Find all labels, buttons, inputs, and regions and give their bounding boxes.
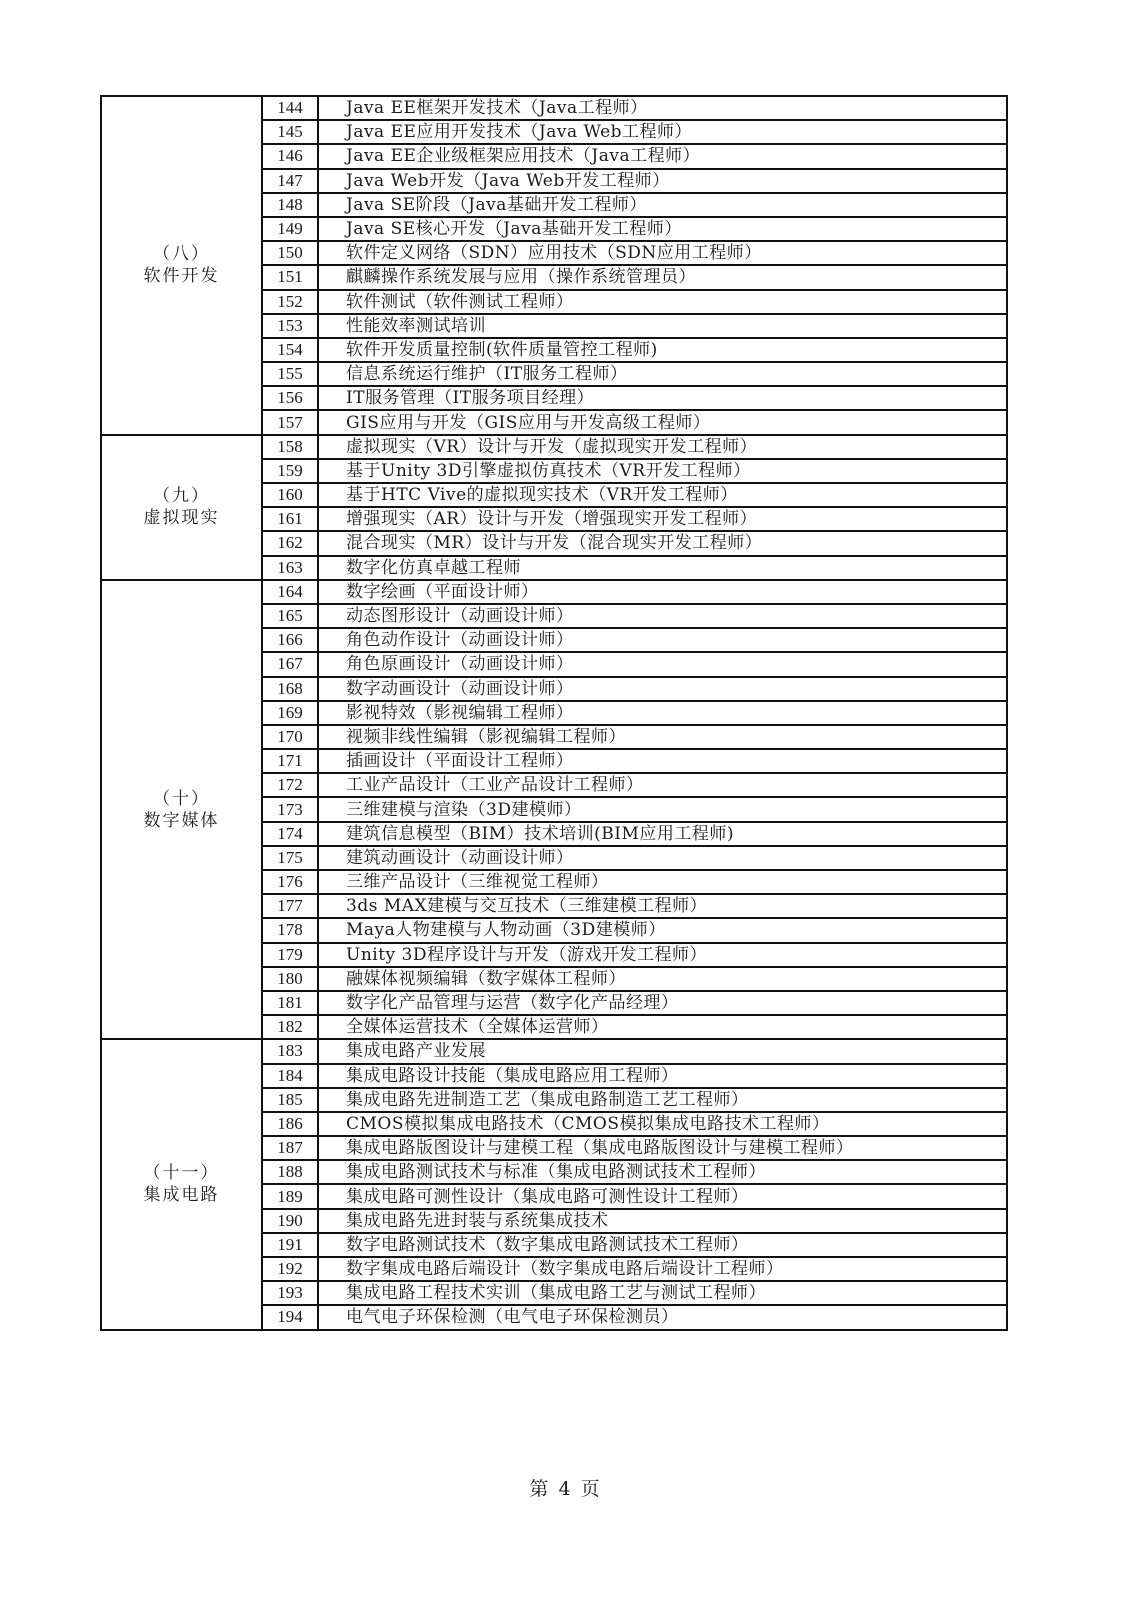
course-name: IT服务管理（IT服务项目经理） [318,386,1007,410]
course-name: 三维产品设计（三维视觉工程师） [318,870,1007,894]
course-number: 176 [262,870,318,894]
category-label: 集成电路 [143,1185,220,1206]
category-cell [101,580,262,1040]
course-number: 152 [262,290,318,314]
course-number: 151 [262,265,318,289]
course-name: 麒麟操作系统发展与应用（操作系统管理员） [318,265,1007,289]
course-name: CMOS模拟集成电路技术（CMOS模拟集成电路技术工程师） [318,1112,1007,1136]
course-number: 160 [262,483,318,507]
course-name: GIS应用与开发（GIS应用与开发高级工程师） [318,410,1007,434]
table-body [101,96,1007,1330]
course-number: 175 [262,846,318,870]
course-name: Maya人物建模与人物动画（3D建模师） [318,918,1007,942]
course-name: 三维建模与渲染（3D建模师） [318,797,1007,821]
course-name: 角色原画设计（动画设计师） [318,652,1007,676]
course-name: 基于Unity 3D引擎虚拟仿真技术（VR开发工程师） [318,459,1007,483]
course-number: 149 [262,217,318,241]
course-number: 185 [262,1088,318,1112]
course-number: 178 [262,918,318,942]
table-row [101,1039,1007,1063]
course-number: 153 [262,314,318,338]
course-name: 数字化产品管理与运营（数字化产品经理） [318,991,1007,1015]
course-name: Java SE阶段（Java基础开发工程师） [318,193,1007,217]
course-name: 数字电路测试技术（数字集成电路测试技术工程师） [318,1233,1007,1257]
course-name: 数字集成电路后端设计（数字集成电路后端设计工程师） [318,1257,1007,1281]
course-number: 170 [262,725,318,749]
course-name: 虚拟现实（VR）设计与开发（虚拟现实开发工程师） [318,435,1007,459]
table-row [101,435,1007,459]
category-label: 数字媒体 [143,810,220,831]
table-row [101,580,1007,604]
course-number: 173 [262,797,318,821]
page-number: 第 4 页 [529,1478,602,1500]
course-table [100,95,1008,1331]
course-number: 177 [262,894,318,918]
course-name: 信息系统运行维护（IT服务工程师） [318,362,1007,386]
course-number: 167 [262,652,318,676]
course-name: 建筑动画设计（动画设计师） [318,846,1007,870]
course-number: 179 [262,943,318,967]
course-name: 混合现实（MR）设计与开发（混合现实开发工程师） [318,531,1007,555]
course-number: 157 [262,410,318,434]
course-name: Java EE企业级框架应用技术（Java工程师） [318,144,1007,168]
course-number: 172 [262,773,318,797]
course-name: 工业产品设计（工业产品设计工程师） [318,773,1007,797]
course-number: 150 [262,241,318,265]
course-number: 191 [262,1233,318,1257]
course-number: 144 [262,96,318,120]
course-name: 数字化仿真卓越工程师 [318,556,1007,580]
course-name: 集成电路可测性设计（集成电路可测性设计工程师） [318,1184,1007,1208]
course-number: 189 [262,1184,318,1208]
course-name: 集成电路工程技术实训（集成电路工艺与测试工程师） [318,1281,1007,1305]
course-number: 161 [262,507,318,531]
course-name: 软件开发质量控制(软件质量管控工程师) [318,338,1007,362]
course-number: 194 [262,1305,318,1329]
course-number: 174 [262,822,318,846]
course-number: 192 [262,1257,318,1281]
course-name: 3ds MAX建模与交互技术（三维建模工程师） [318,894,1007,918]
course-name: 性能效率测试培训 [318,314,1007,338]
category-index: （八） [153,244,210,265]
course-number: 162 [262,531,318,555]
course-number: 166 [262,628,318,652]
course-number: 154 [262,338,318,362]
course-name: Java EE框架开发技术（Java工程师） [318,96,1007,120]
category-index: （九） [153,486,210,507]
course-name: 视频非线性编辑（影视编辑工程师） [318,725,1007,749]
course-name: Java SE核心开发（Java基础开发工程师） [318,217,1007,241]
course-number: 148 [262,193,318,217]
course-number: 181 [262,991,318,1015]
category-index: （十一） [143,1163,220,1184]
course-number: 163 [262,556,318,580]
course-number: 159 [262,459,318,483]
course-name: 增强现实（AR）设计与开发（增强现实开发工程师） [318,507,1007,531]
category-label: 虚拟现实 [143,508,220,529]
course-name: 集成电路测试技术与标准（集成电路测试技术工程师） [318,1160,1007,1184]
course-name: 影视特效（影视编辑工程师） [318,701,1007,725]
course-name: 集成电路产业发展 [318,1039,1007,1063]
course-name: 集成电路版图设计与建模工程（集成电路版图设计与建模工程师） [318,1136,1007,1160]
course-name: 集成电路先进制造工艺（集成电路制造工艺工程师） [318,1088,1007,1112]
course-name: 插画设计（平面设计工程师） [318,749,1007,773]
table-row [101,96,1007,120]
course-number: 155 [262,362,318,386]
course-number: 190 [262,1209,318,1233]
course-number: 156 [262,386,318,410]
course-name: Unity 3D程序设计与开发（游戏开发工程师） [318,943,1007,967]
course-number: 188 [262,1160,318,1184]
course-name: Java EE应用开发技术（Java Web工程师） [318,120,1007,144]
course-name: 集成电路先进封装与系统集成技术 [318,1209,1007,1233]
category-cell [101,96,262,435]
category-cell [101,435,262,580]
course-name: 建筑信息模型（BIM）技术培训(BIM应用工程师) [318,822,1007,846]
category-label: 软件开发 [143,266,220,287]
course-number: 165 [262,604,318,628]
course-name: 角色动作设计（动画设计师） [318,628,1007,652]
course-name: 软件测试（软件测试工程师） [318,290,1007,314]
course-number: 147 [262,169,318,193]
course-number: 184 [262,1064,318,1088]
course-number: 193 [262,1281,318,1305]
category-index: （十） [153,788,210,809]
course-name: 融媒体视频编辑（数字媒体工程师） [318,967,1007,991]
course-name: 数字绘画（平面设计师） [318,580,1007,604]
course-name: 软件定义网络（SDN）应用技术（SDN应用工程师） [318,241,1007,265]
course-name: 集成电路设计技能（集成电路应用工程师） [318,1064,1007,1088]
course-number: 158 [262,435,318,459]
course-number: 180 [262,967,318,991]
course-number: 171 [262,749,318,773]
course-name: 全媒体运营技术（全媒体运营师） [318,1015,1007,1039]
course-name: 基于HTC Vive的虚拟现实技术（VR开发工程师） [318,483,1007,507]
course-number: 169 [262,701,318,725]
course-name: 动态图形设计（动画设计师） [318,604,1007,628]
course-number: 145 [262,120,318,144]
course-number: 183 [262,1039,318,1063]
course-number: 146 [262,144,318,168]
course-number: 187 [262,1136,318,1160]
course-name: 电气电子环保检测（电气电子环保检测员） [318,1305,1007,1329]
course-number: 168 [262,677,318,701]
course-number: 164 [262,580,318,604]
course-number: 186 [262,1112,318,1136]
course-name: Java Web开发（Java Web开发工程师） [318,169,1007,193]
course-name: 数字动画设计（动画设计师） [318,677,1007,701]
category-cell [101,1039,262,1329]
course-number: 182 [262,1015,318,1039]
